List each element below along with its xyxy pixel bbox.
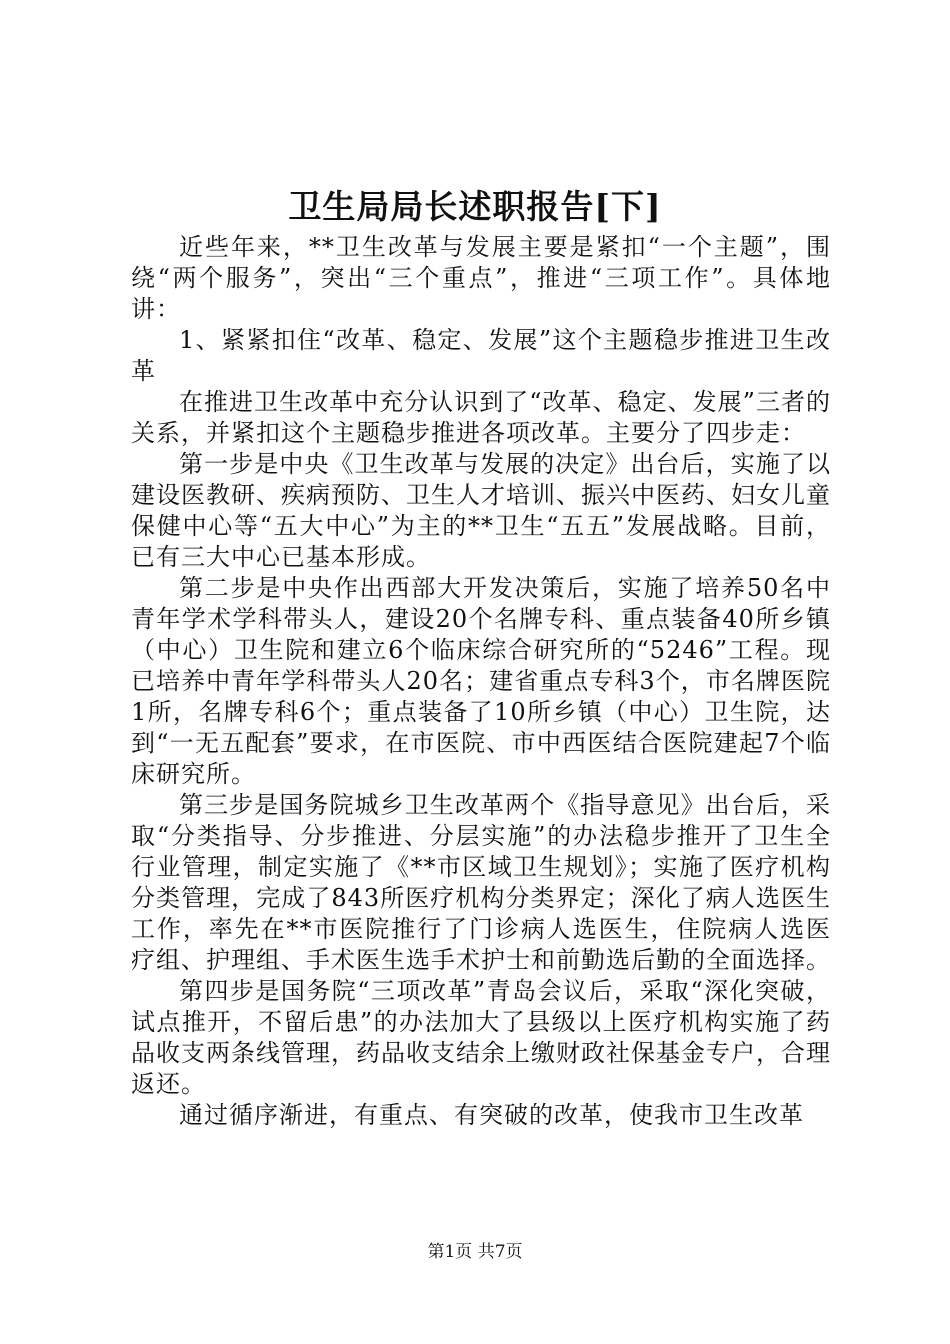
- paragraph-step-3: 第三步是国务院城乡卫生改革两个《指导意见》出台后，采取“分类指导、分步推进、分层实施”的办法稳步推开了卫生全行业管理，制定实施了《**市区域卫生规划》；实施了医疗机构分类管理，完成了843所医疗机构分类界定；深化了病人选医生工作，率先在**市医院推行了门诊病人选医生，住院病人选医疗组、护理组、手术医生选手术护士和前勤选后勤的全面选择。: [131, 791, 831, 974]
- paragraph-step-4: 第四步是国务院“三项改革”青岛会议后，采取“深化突破，试点推开，不留后患”的办法加大了县级以上医疗机构实施了药品收支两条线管理，药品收支结余上缴财政社保基金专户，合理返还。: [131, 977, 831, 1098]
- paragraph-overview: 在推进卫生改革中充分认识到了“改革、稳定、发展”三者的关系，并紧扣这个主题稳步推进各项改革。主要分了四步走：: [131, 388, 831, 447]
- section-heading-1: 1、紧紧扣住“改革、稳定、发展”这个主题稳步推进卫生改革: [131, 326, 831, 385]
- paragraph-conclusion: 通过循序渐进，有重点、有突破的改革，使我市卫生改革: [179, 1101, 804, 1129]
- paragraph-intro: 近些年来，**卫生改革与发展主要是紧扣“一个主题”，围绕“两个服务”，突出“三个重点”，推进“三项工作”。具体地讲：: [131, 233, 831, 323]
- page-number: 第1页 共7页: [427, 1242, 523, 1262]
- document-body: [131, 232, 831, 1131]
- paragraph-step-2: 第二步是中央作出西部大开发决策后，实施了培养50名中青年学术学科带头人，建设20个名牌专科、重点装备40所乡镇（中心）卫生院和建立6个临床综合研究所的“5246”工程。现已培养中青年学科带头人20名；建省重点专科3个，市名牌医院1所，名牌专科6个；重点装备了10所乡镇（中心）卫生院，达到“一无五配套”要求，在市医院、市中西医结合医院建起7个临床研究所。: [131, 574, 831, 788]
- paragraph-step-1: 第一步是中央《卫生改革与发展的决定》出台后，实施了以建设医教研、疾病预防、卫生人才培训、振兴中医药、妇女儿童保健中心等“五大中心”为主的**卫生“五五”发展战略。目前，已有三大中心已基本形成。: [131, 450, 831, 571]
- document-title: 卫生局局长述职报告[下]: [288, 187, 662, 226]
- page-footer: [0, 1240, 950, 1264]
